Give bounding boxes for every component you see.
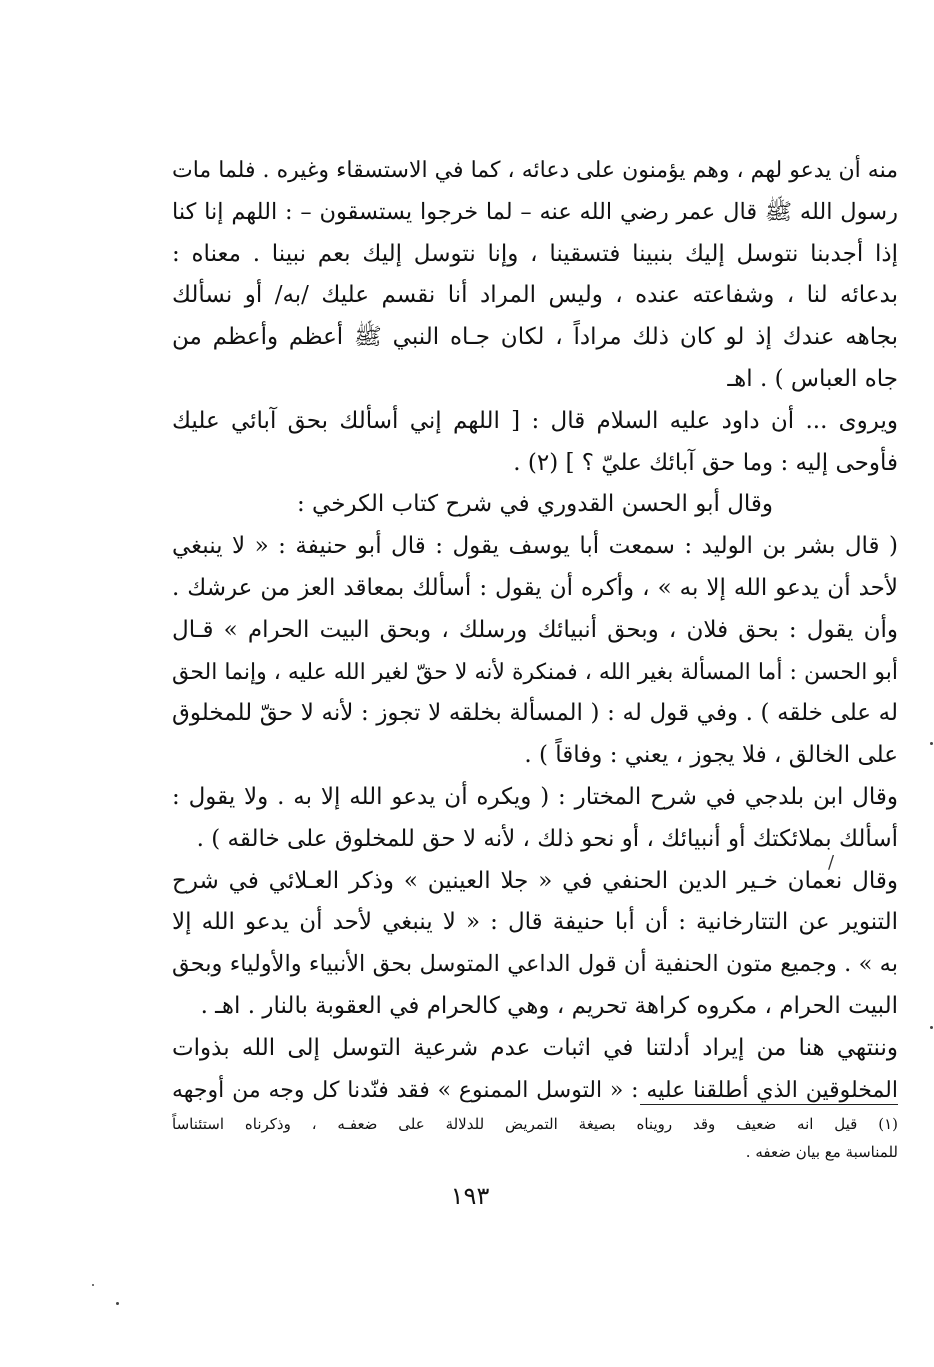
main-text-block (172, 150, 898, 1111)
text-line: التنوير عن التتارخانية : أن أبا حنيفة قال : « لا ينبغي لأحد أن يدعو الله إلا (172, 909, 898, 936)
paragraph (172, 150, 898, 401)
text-line: بدعائه لنا ، وشفاعته عنده ، وليس المراد أنا نقسم عليك /به/ أو نسألك (172, 282, 898, 309)
text-line: وننتهي هنا من إيراد أدلتنا في اثبات عدم شرعية التوسل إلى الله بذوات (172, 1034, 898, 1061)
text-line: وقال نعمان خـير الدين الحنفي في « جلا العينين » وذكر العـلائي في شرح (172, 867, 898, 894)
paragraph (172, 484, 898, 526)
paragraph (172, 1028, 898, 1112)
paragraph (172, 861, 898, 1028)
text-line: أسألك بملائكتك أو أنبيائك ، أو نحو ذلك ، لأنه لا حق للمخلوق على خالقه ) . (196, 825, 898, 852)
paragraph (172, 777, 898, 861)
text-line: أبو الحسن : أما المسألة بغير الله ، فمنكرة لأنه لا حقّ لغير الله عليه ، وإنما الحق (172, 659, 898, 685)
text-line: البيت الحرام ، مكروه كراهة تحريم ، وهي كالحرام في العقوبة بالنار . اهـ . (200, 992, 898, 1019)
footnote-divider (640, 1104, 898, 1105)
footnote-line: (١) قيل انه ضعيف وقد رويناه بصيغة التمريض للدلالة على ضعفـه ، وذكرناه استئناساً (172, 1115, 898, 1133)
text-line: وقال ابن بلدجي في شرح المختار : ( ويكره أن يدعو الله إلا به . ولا يقول : (172, 783, 898, 810)
paragraph (172, 401, 898, 485)
page-number: ١٩٣ (450, 1182, 490, 1210)
text-line: ويروى ... أن داود عليه السلام قال : [ اللهم إني أسألك بحق آبائي عليك (172, 407, 898, 434)
text-line: وأن يقول : بحق فلان ، وبحق أنبيائك ورسلك ، وبحق البيت الحرام » قـال (172, 616, 898, 643)
margin-pen-mark: / (828, 852, 835, 873)
scan-speck (930, 742, 933, 745)
footnote-line: للمناسبة مع بيان ضعفه . (745, 1143, 898, 1161)
scan-speck (92, 1284, 94, 1286)
scan-speck (116, 1302, 119, 1305)
section-heading-line: وقال أبو الحسن القدوري في شرح كتاب الكرخي : (296, 491, 774, 518)
text-line: به » . وجميع متون الحنفية أن قول الداعي المتوسل بحق الأنبياء والأولياء وبحق (172, 951, 898, 978)
text-line: بجاهه عندك إذ لو كان ذلك مراداً ، لكان جـاه النبي ﷺ أعظم وأعظم من (172, 324, 898, 351)
text-line: له على خلقه ) . وفي قول له : ( المسألة بخلقه لا تجوز : لأنه لا حقّ للمخلوق (172, 700, 898, 727)
text-line: فأوحى إليه : وما حق آبائك عليّ ؟ ] (٢) . (513, 449, 898, 476)
footnote (172, 1110, 898, 1166)
text-line: على الخالق ، فلا يجوز ، يعني : وفاقاً ) . (524, 742, 898, 769)
text-line: ( قال بشر بن الوليد : سمعت أبا يوسف يقول : قال أبو حنيفة : « لا ينبغي (172, 533, 898, 560)
text-line: رسول الله ﷺ قال عمر رضي الله عنه – لما خرجوا يستسقون – : اللهم إنا كنا (172, 198, 898, 225)
scan-speck (930, 1026, 933, 1029)
text-line: منه أن يدعو لهم ، وهم يؤمنون على دعائه ، كما في الاستسقاء وغيره . فلما مات (172, 158, 898, 183)
paragraph (172, 526, 898, 777)
text-line: جاه العباس ) . اهـ (727, 365, 898, 392)
text-line: لأحد أن يدعو الله إلا به » ، وأكره أن يقول : أسألك بمعاقد العز من عرشك . (172, 574, 898, 601)
text-line: إذا أجدبنا نتوسل إليك بنبينا فتسقينا ، وإنا نتوسل إليك بعم نبينا . معناه : (172, 240, 898, 267)
text-line: المخلوقين الذي أطلقنا عليه : « التوسل الممنوع » فقد فنّدنا كل وجه من أوجهه (172, 1077, 898, 1103)
